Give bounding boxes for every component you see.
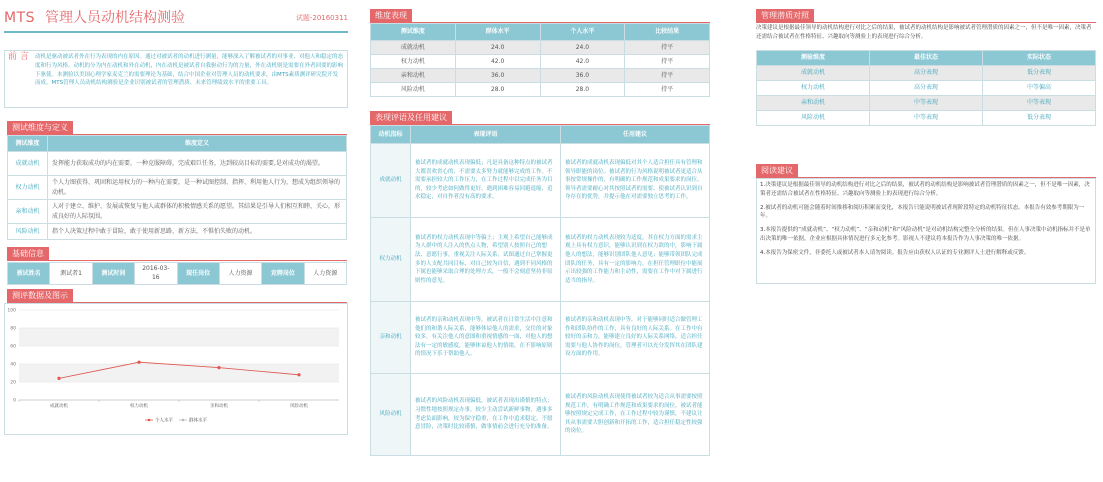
perf-cell: 风险动机 [371,83,456,97]
field-value: 人力资源 [304,263,346,285]
page-title: 管理人员动机结构测验 [44,10,185,26]
table-row [371,41,710,55]
data-point [217,366,220,369]
dim-name: 亲和动机 [8,200,48,224]
test-id: 试题-20160311 [295,14,348,22]
potential-cell: 中等表现 [870,111,983,126]
grid-band [19,328,339,346]
field-value: 2016-03-16 [135,263,177,285]
table-row [371,83,710,97]
potential-header: 测验维度 [757,51,870,66]
potential-table [756,50,1096,126]
dim-def: 指个人决策过程中敢于冒险，敢于使用新思路、新方法，不惧怕失败的动机。 [48,224,347,240]
perf-cell: 持平 [625,55,710,69]
field-value: 人力资源 [219,263,261,285]
table-row [8,176,347,200]
dim-def: 发挥能力获取成功的内在需要，一种克服障碍，完成艰巨任务，达到较高目标的需要,是对成功的渴望。 [48,152,347,176]
perf-header: 比较结果 [625,24,710,41]
potential-cell: 高分表现 [870,81,983,96]
legend-marker [182,419,185,422]
perf-cell: 持平 [625,83,710,97]
eval-comment: 被试者的亲和动机表现中等，被试者在日常生活中注意和他们的和谐人际关系，能够体谅他人的需求，交往的对象较多，有关注他人的意图和重视情感的一面，对他人的想法有一定的敏感度，能够体谅他人的情绪，在不影响原则的情况下乐于帮助他人。 [411,302,561,374]
potential-title: 管理潜质对照 [756,9,814,22]
table-row [371,69,710,83]
potential-cell: 成就动机 [757,66,870,81]
field-label: 竞聘岗位 [262,263,304,285]
table-row [371,218,710,302]
dimensions-table [7,135,347,240]
y-tick-label: 0 [13,398,16,404]
dim-header-def: 维度定义 [48,136,347,152]
basic-info-title-line [7,260,347,261]
x-tick-label: 亲和动机 [210,404,228,409]
header [4,8,348,32]
table-row [371,374,710,456]
grid-band [19,364,339,382]
dim-name: 权力动机 [8,176,48,200]
dimensions-title: 测试维度与定义 [7,121,73,134]
header-divider [4,31,348,33]
potential-cell: 亲和动机 [757,96,870,111]
y-tick-label: 80 [10,326,16,332]
eval-advice: 被试者的亲和动机表现中等，对于能够同时适合做管理工作和团队协作的工作，具有良好的人际关系。在工作中有较好的亲和力，能够建立良好的人际关系网络，适合担任需要与他人协作的岗位，管理者可以充分发挥其在团队建设方面的作用。 [561,302,710,374]
table-row [757,96,1096,111]
reading-item: 4.本报告为保密文件，非委托人或被试者本人请勿阅读。报告应由获权人认证的专业测评人士进行解释或反馈。 [760,249,1030,256]
field-label: 被试姓名 [8,263,50,285]
reading-box [756,178,1096,284]
chart-section-title: 测评数据及图示 [7,289,73,302]
perf-cell: 24.0 [540,41,625,55]
chart-box [4,303,348,435]
dim-def: 个人力图获得、巩固和运用权力的一种内在需要，是一种试图控制、指挥、利用他人行为，想成为组织领导的动机。 [48,176,347,200]
data-point [297,373,300,376]
perf-cell: 亲和动机 [371,69,456,83]
table-row [371,144,710,218]
eval-header: 动机指标 [371,126,411,144]
brand-logo: MTS [4,10,36,26]
y-tick-label: 100 [7,308,16,314]
dim-def: 人对于建立、维护、发展或恢复与他人或群体的积极情感关系的愿望。其结果是引导人们相互和睦、关心，形成良好的人际氛围。 [48,200,347,224]
table-row [8,152,347,176]
eval-name: 风险动机 [371,374,411,456]
y-tick-label: 20 [10,380,16,386]
evaluation-title: 表现评语及任用建议 [370,111,452,124]
dim-name: 风险动机 [8,224,48,240]
table-row [371,55,710,69]
data-point [137,361,140,364]
x-tick-label: 风险动机 [290,404,308,409]
potential-cell: 高分表现 [870,66,983,81]
table-row [8,200,347,224]
field-label: 测试时间 [92,263,134,285]
eval-name: 权力动机 [371,218,411,302]
intro-text: 动机是驱动被试者外在行为表现的内在原因。通过对被试者的动机进行测量，能够深入了解被试者的对事业、对他人和稳定的态度和行为风格。动机的分为内在动机和外在动机，内在动机是被试者自我驱动行为的力量，外在动机则是需要在外者回要的影响下驱使。本测验以美国心理学家麦克兰的需要理论为基础，结合中国企业对管理人员的动机要求，由MTS素质测评研究院开发而成。MTS管理人员动机结构测验是企业识别被试者的管理潜质、未来管理绩效水平的重要工具。 [35,54,344,87]
line-chart [5,304,347,434]
potential-title-line [756,22,1096,23]
legend-marker [148,419,151,422]
potential-header: 最佳状态 [870,51,983,66]
dim-header-name: 测试维度 [8,136,48,152]
perf-cell: 成就动机 [371,41,456,55]
legend-label: 个人水平 [155,418,173,424]
intro-label: 前 言 [8,52,29,62]
dim-perf-table [370,23,710,97]
y-tick-label: 40 [10,362,16,368]
potential-cell: 权力动机 [757,81,870,96]
table-row [757,66,1096,81]
perf-cell: 24.0 [455,41,540,55]
perf-cell: 28.0 [455,83,540,97]
perf-header: 测试维度 [371,24,456,41]
dim-perf-title: 维度表现 [370,9,412,22]
perf-cell: 持平 [625,41,710,55]
eval-header: 任用建议 [561,126,710,144]
reading-title: 阅读建议 [756,164,798,177]
table-row [757,81,1096,96]
eval-name: 亲和动机 [371,302,411,374]
potential-note: 决策建议是根据最佳领导的动机结构进行对比之后的结果，被试者的动机结构是影响被试者管理潜质的因素之一，但不是唯一因素，决策者还需结合被试者在性格特征、兴趣取向等测验上的表现进行综合分析。 [756,25,1092,40]
potential-cell: 中等表现 [870,96,983,111]
table-row [757,111,1096,126]
basic-info-title: 基础信息 [7,247,49,260]
perf-cell: 权力动机 [371,55,456,69]
eval-advice: 被试者的成就动机表现偏低对其个人适合担任具有管理和领导职能的岗位。被试者的行为风格说明被试者更适合从事按常规操作的、有明确的工作规范和成果要求的岗位。领导者需要耐心对其按照试者的需要、使被试者认识到自身存在的优势，并提示他在对需要独立思考的工作。 [561,144,710,218]
perf-cell: 42.0 [540,55,625,69]
reading-item: 3.本报告提供的“成就动机”、“权力动机”、“亲和动机”和“风险动机”是对动机结构完整全分析的结果。但在人事决策中动机指标并不是单出决策的唯一依据，企业应根据具体情况进行多元化参考。影视人不建议将本报告作为人事决策的唯一依据。 [760,227,1091,242]
perf-cell: 36.0 [540,69,625,83]
table-row [371,302,710,374]
reading-item: 2.被试者的动机可能会随着时间推移和阅历积累而变化，本报告只能说明被试者现阶段特定的动机特征状态。本报告有效参考期限为一年。 [760,204,1085,220]
basic-info-table [7,262,347,285]
intro-box [4,50,348,108]
potential-cell: 中等偏高 [983,81,1096,96]
potential-cell: 中等表现 [983,96,1096,111]
field-label: 现任岗位 [177,263,219,285]
eval-comment: 被试者的权力动机表现中等偏上；主观上希望自己能够成为人群中的人注入的焦点人物，希望别人按照自己的想法、意愿行事，重视关注人际关系，试图通过自己掌握更多的人支配共同目标，对自己较为自信，遇到不同风格的下属也能够采取合理的处理方式，一般不会刻意坚持非原则性的意见。 [411,218,561,302]
table-row [8,224,347,240]
eval-header: 表现评语 [411,126,561,144]
potential-header: 实际状态 [983,51,1096,66]
evaluation-table [370,125,710,456]
potential-cell: 低分表现 [983,111,1096,126]
x-tick-label: 成就动机 [50,404,68,409]
eval-comment: 被试者的风险动机表现偏低，被试者表现出谨慎的特点；习惯性地按照规定办事，较少主动尝试新鲜事物，遇事多考虑负面影响，较为保守稳重，在工作中追求稳定，不愿意冒险，决策时比较谨慎，做事情前会进行充分的准备。 [411,374,561,456]
y-tick-label: 60 [10,344,16,350]
dim-name: 成就动机 [8,152,48,176]
x-tick-label: 权力动机 [130,404,148,409]
perf-header: 个人水平 [540,24,625,41]
legend-label: 群体水平 [189,418,207,424]
perf-cell: 持平 [625,69,710,83]
perf-header: 群体水平 [455,24,540,41]
eval-advice: 被试者的风险动机表现使得被试者较为适合从事需要按照规范工作，有明确工作规范和成果要求的岗位，被试者能够按照规定完成工作，在工作过程中较为谨慎，不建议让其从事需要大胆创新和开拓的工作，适合担任稳定性较强的岗位。 [561,374,710,456]
perf-cell: 36.0 [455,69,540,83]
perf-cell: 42.0 [455,55,540,69]
eval-comment: 被试者的成就动机表现偏低；凡是具备这种特点的被试者大都喜欢省心的、不需要太多努力就能够完成的工作。不需要承担较大的工作压力，在工作过程中以完成任务为目的，较少考虑如何做得更好，遇到困难容易回避退缩，追求稳定，对自作者没有高的要求。 [411,144,561,218]
perf-cell: 28.0 [540,83,625,97]
field-value: 测试者1 [50,263,92,285]
potential-cell: 低分表现 [983,66,1096,81]
eval-advice: 被试者的权力动机表现较为适度。其在权力方面的需求主观上具有权力意识，能够认识到在权力欲的中，影响下属他人的想法，能够识别团队他人意见；能够带领团队完成团队的任务，具有一定的影响力，在担任管理职位中能展示出较强的工作能力和主动性，需要在工作中对下属进行适当的指导。 [561,218,710,302]
eval-name: 成就动机 [371,144,411,218]
reading-item: 1.决策建议是根据最佳领导的动机结构进行对比之后的结果，被试者的动机结构是影响被试者管理潜质的因素之一，但不是唯一因素，决策者还需结合被试者在性格特征、兴趣取向等测验上的表现进行综合分析。 [760,182,1090,197]
data-point [57,377,60,380]
potential-cell: 风险动机 [757,111,870,126]
